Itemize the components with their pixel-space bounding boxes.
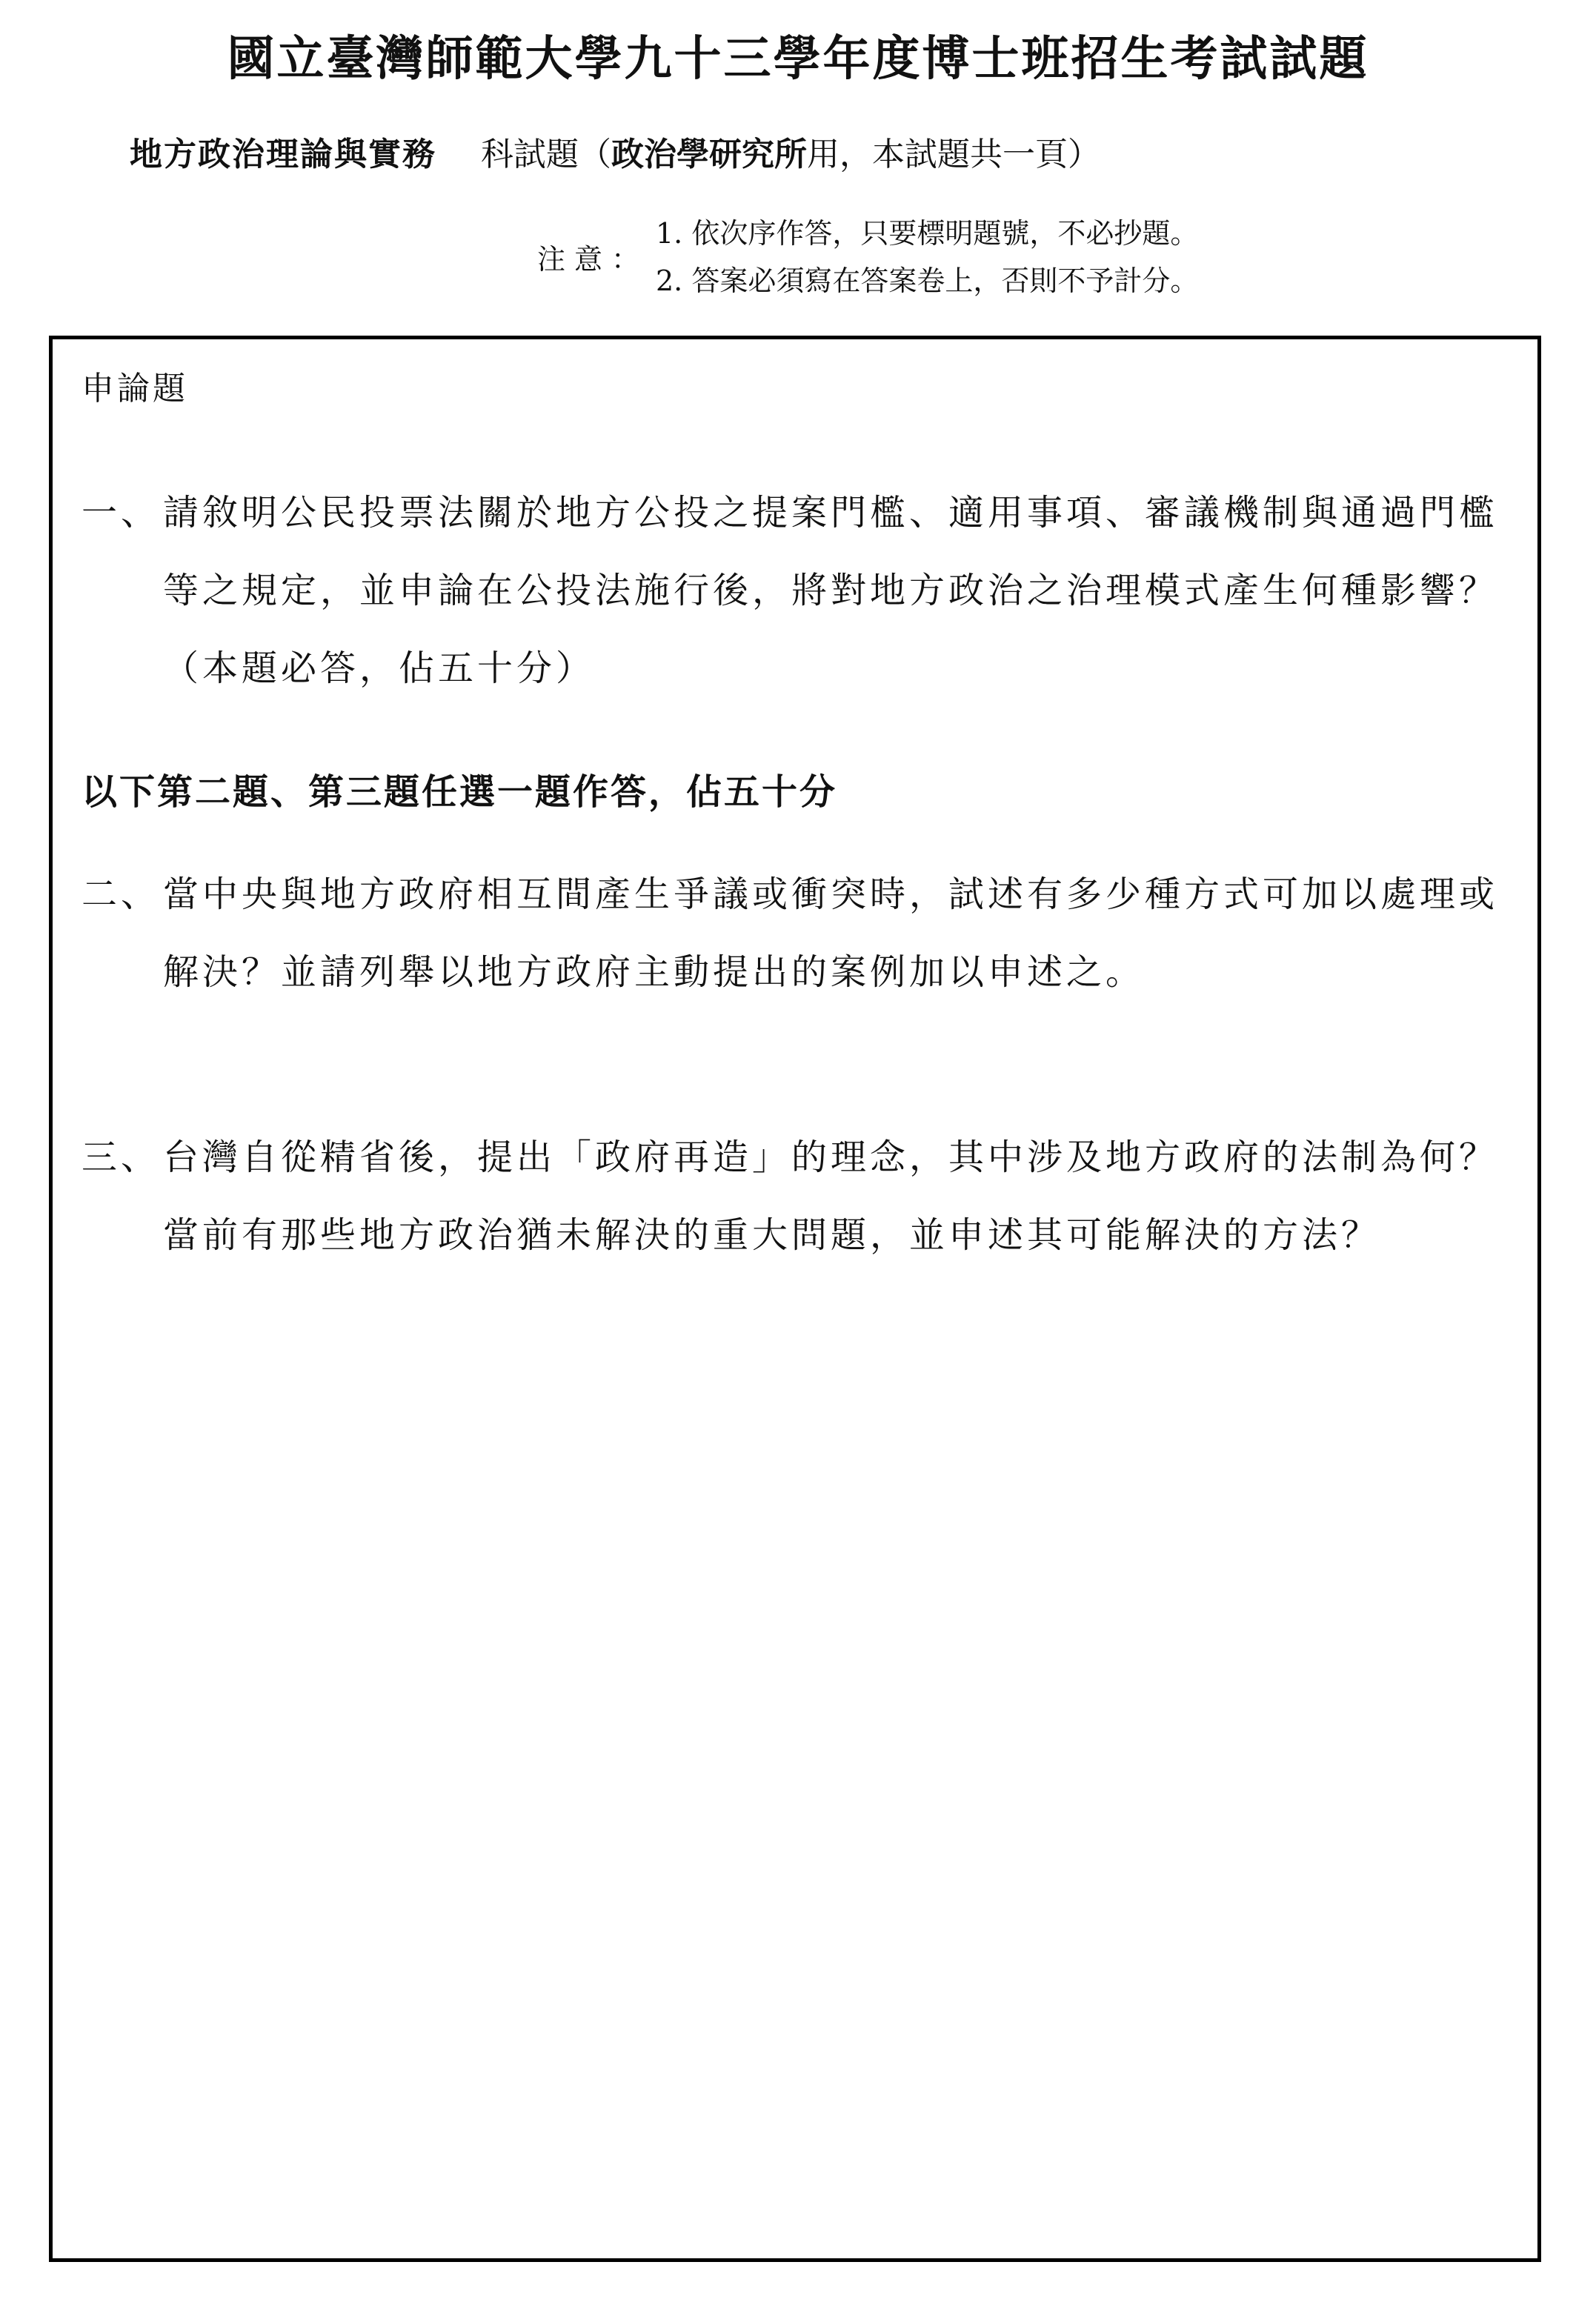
question-text: 台灣自從精省後，提出「政府再造」的理念，其中涉及地方政府的法制為何？當前有那些地方政治猶未解決的重大問題，並申述其可能解決的方法？ (163, 1137, 1499, 1256)
notice-item: 2. 答案必須寫在答案卷上，否則不予計分。 (656, 265, 1199, 297)
subject-suffix: 科試題（ (481, 136, 611, 173)
department-name: 政治學研究所 (611, 136, 807, 173)
subject-name: 地方政治理論與實務 (130, 136, 436, 173)
notice-items (656, 210, 1198, 305)
question-1 (82, 474, 1519, 708)
elective-instruction: 以下第二題、第三題任選一題作答，佔五十分 (82, 771, 838, 813)
question-number: 一、 (82, 492, 161, 533)
notice-item: 1. 依次序作答，只要標明題號，不必抄題。 (656, 217, 1199, 250)
subject-line (130, 127, 1100, 175)
question-2 (82, 856, 1519, 1011)
question-3 (82, 1119, 1519, 1274)
department-suffix: 用，本試題共一頁） (807, 136, 1100, 173)
question-text: 請敘明公民投票法關於地方公投之提案門檻、適用事項、審議機制與通過門檻等之規定，並申論在公投法施行後，將對地方政治之治理模式產生何種影響？（本題必答，佔五十分） (163, 492, 1499, 689)
question-number: 三、 (82, 1137, 161, 1178)
question-text: 當中央與地方政府相互間產生爭議或衝突時，試述有多少種方式可加以處理或解決？並請列舉以地方政府主動提出的案例加以申述之。 (163, 874, 1499, 993)
exam-title: 國立臺灣師範大學九十三學年度博士班招生考試試題 (227, 32, 1369, 87)
notice-label: 注意： (537, 243, 649, 276)
question-number: 二、 (82, 874, 161, 915)
section-label: 申論題 (82, 370, 188, 407)
